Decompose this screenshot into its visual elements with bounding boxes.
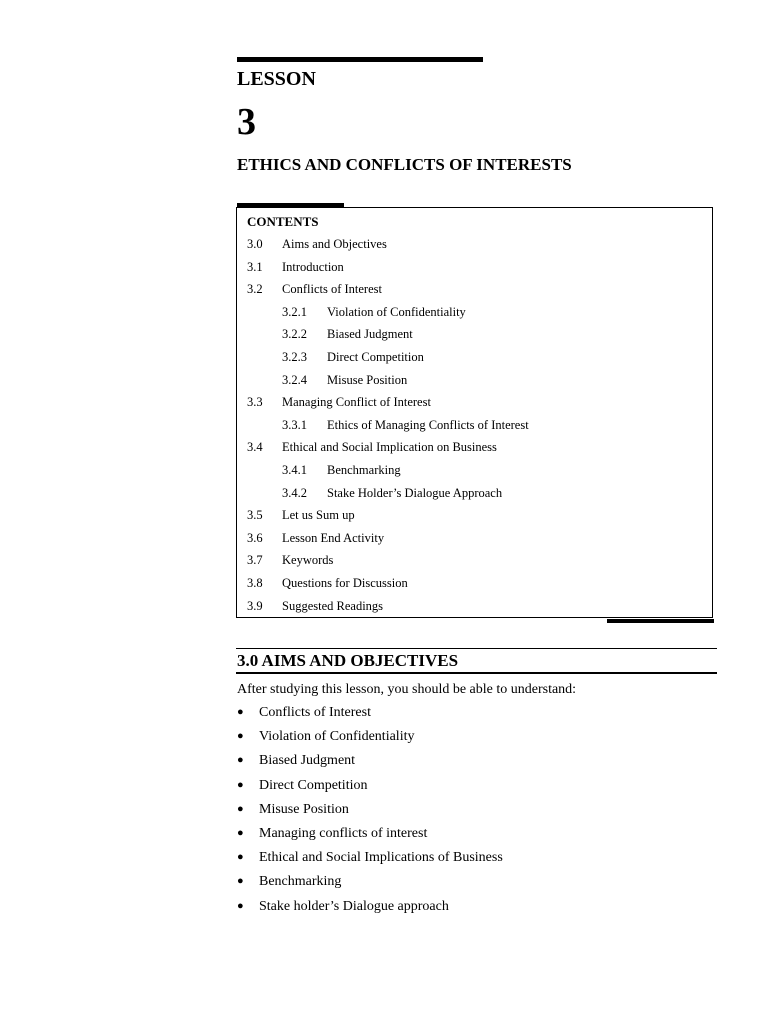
toc-item [237, 483, 712, 506]
toc-item-number: 3.2.2 [282, 327, 307, 342]
toc-item-label: Ethical and Social Implication on Business [282, 440, 497, 455]
contents-heading: CONTENTS [247, 214, 319, 229]
toc-item-number: 3.3.1 [282, 417, 307, 432]
toc-item-number: 3.5 [247, 508, 263, 523]
toc-item-number: 3.2.4 [282, 372, 307, 387]
toc-item-label: Stake Holder’s Dialogue Approach [327, 485, 503, 500]
toc-item-number: 3.2.1 [282, 304, 307, 319]
objective-label: Direct Competition [259, 777, 368, 793]
toc-item-label: Violation of Confidentiality [327, 304, 466, 319]
toc-item [237, 279, 712, 302]
toc-item-number: 3.1 [247, 259, 263, 274]
objective-label: Benchmarking [259, 874, 342, 890]
toc-item-label: Ethics of Managing Conflicts of Interest [327, 417, 529, 432]
toc-item-label: Aims and Objectives [282, 237, 387, 251]
toc-item-number: 3.6 [247, 530, 263, 545]
contents-box [236, 207, 713, 618]
toc-item [237, 505, 712, 528]
bullet-icon: ● [237, 706, 244, 718]
toc-item [237, 347, 712, 370]
toc-item-label: Biased Judgment [327, 327, 413, 342]
bullet-icon: ● [237, 754, 244, 767]
bullet-icon: ● [237, 826, 244, 839]
toc-item-label: Conflicts of Interest [282, 282, 382, 297]
toc-item [237, 302, 712, 325]
toc-item-label: Lesson End Activity [282, 530, 385, 545]
table-of-contents [237, 234, 712, 618]
toc-item [237, 234, 712, 257]
toc-item-label: Benchmarking [327, 462, 401, 477]
toc-item-label: Managing Conflict of Interest [282, 395, 431, 410]
toc-item-label: Introduction [282, 259, 344, 274]
toc-item-number: 3.7 [247, 553, 263, 568]
objective-label: Biased Judgment [259, 753, 356, 769]
bullet-icon: ● [237, 851, 244, 864]
objective-label: Violation of Confidentiality [259, 729, 415, 745]
intro-text: After studying this lesson, you should be able to understand: [237, 682, 577, 697]
toc-item [237, 370, 712, 393]
lesson-label: LESSON [237, 68, 316, 90]
toc-item-label: Questions for Discussion [282, 575, 408, 590]
toc-item [237, 596, 712, 619]
toc-item-label: Keywords [282, 553, 334, 568]
toc-item [237, 324, 712, 347]
toc-item-number: 3.0 [247, 237, 263, 251]
bullet-icon: ● [237, 778, 244, 791]
bullet-icon: ● [237, 802, 244, 815]
section-heading: 3.0 AIMS AND OBJECTIVES [237, 651, 459, 670]
toc-item [237, 573, 712, 596]
toc-item-number: 3.9 [247, 598, 263, 613]
objective-label: Ethical and Social Implications of Business [259, 850, 503, 866]
toc-item [237, 460, 712, 483]
objective-label: Misuse Position [259, 801, 349, 817]
contents-bottom-rule [607, 619, 714, 623]
objective-label: Managing conflicts of interest [259, 825, 428, 841]
toc-item [237, 528, 712, 551]
section-rule-top [236, 648, 717, 649]
toc-item [237, 415, 712, 438]
toc-item-label: Misuse Position [327, 372, 408, 387]
toc-item-number: 3.4.2 [282, 485, 307, 500]
header-rule [237, 57, 483, 62]
toc-item-label: Direct Competition [327, 349, 424, 364]
toc-item [237, 257, 712, 280]
bullet-icon: ● [237, 730, 244, 743]
bullet-icon: ● [237, 875, 244, 888]
lesson-number: 3 [237, 101, 256, 143]
toc-item-number: 3.4.1 [282, 462, 307, 477]
bullet-icon: ● [237, 899, 244, 912]
chapter-title: ETHICS AND CONFLICTS OF INTERESTS [237, 155, 572, 174]
toc-item-label: Let us Sum up [282, 508, 355, 523]
toc-item-number: 3.2.3 [282, 349, 307, 364]
section-rule-bottom [236, 672, 717, 674]
toc-item-number: 3.2 [247, 282, 263, 297]
objective-label: Conflicts of Interest [259, 705, 371, 720]
toc-item [237, 392, 712, 415]
toc-item-number: 3.3 [247, 395, 263, 410]
toc-item-label: Suggested Readings [282, 598, 384, 613]
toc-item [237, 437, 712, 460]
objective-label: Stake holder’s Dialogue approach [259, 898, 449, 914]
toc-item-number: 3.8 [247, 575, 263, 590]
toc-item-number: 3.4 [247, 440, 263, 455]
toc-item [237, 550, 712, 573]
